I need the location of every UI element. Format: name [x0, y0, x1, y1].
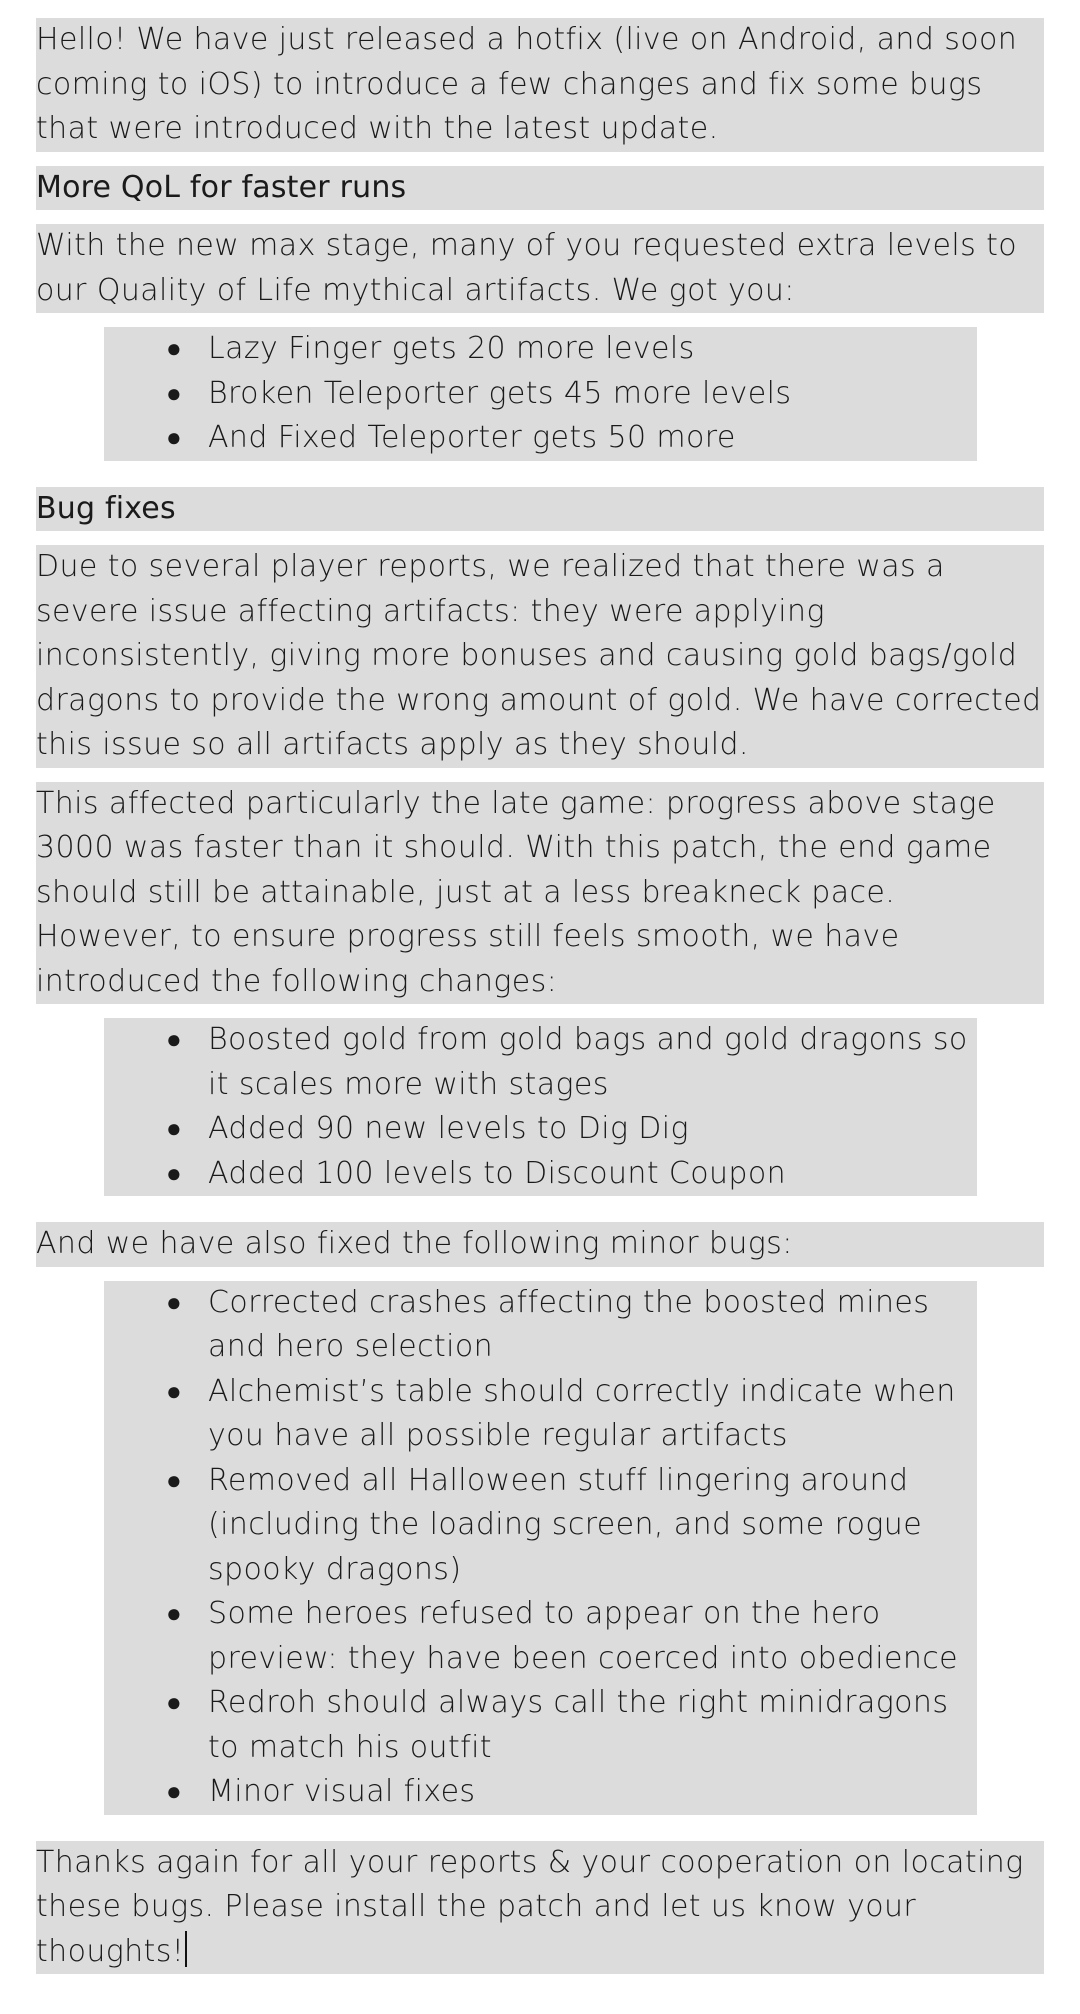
minor-bugs-list[interactable] [104, 1281, 977, 1815]
list-item[interactable] [165, 1592, 977, 1681]
outro-text: Thanks again for all your reports & your cooperation on locating these bugs. Please install the patch and let us know your thoughts! [36, 1844, 1024, 1969]
bullet-icon: ● [165, 1777, 183, 1807]
bullet-icon: ● [165, 1158, 183, 1189]
bullet-icon: ● [165, 1376, 183, 1407]
list-item[interactable] [165, 1770, 977, 1815]
bug-fixes-paragraph-2[interactable]: This affected particularly the late game: progress above stage 3000 was faster than it should. With this patch, the end game should still be attainable, just at a less breakneck pace. However, to ensure progress still feels smooth, we have introduced the following changes: [36, 782, 1044, 1005]
list-item[interactable] [165, 1459, 977, 1593]
text-editor[interactable] [36, 18, 1044, 1988]
list-item-text: Broken Teleporter gets 45 more levels [208, 375, 792, 411]
minor-bugs-intro[interactable]: And we have also fixed the following minor bugs: [36, 1222, 1044, 1267]
text-cursor [185, 1931, 187, 1967]
list-item[interactable] [165, 1281, 977, 1370]
bullet-icon: ● [165, 423, 183, 453]
intro-paragraph[interactable]: Hello! We have just released a hotfix (live on Android, and soon coming to iOS) to introduce a few changes and fix some bugs that were introduced with the latest update. [36, 18, 1044, 152]
qol-paragraph[interactable]: With the new max stage, many of you requested extra levels to our Quality of Life mythical artifacts. We got you: [36, 224, 1044, 313]
bullet-icon: ● [165, 1599, 183, 1629]
list-item-text: Added 90 new levels to Dig Dig [208, 1111, 689, 1146]
list-item-text: Removed all Halloween stuff lingering around (including the loading screen, and some rogue spooky dragons) [208, 1462, 923, 1587]
list-item[interactable] [165, 1681, 977, 1770]
list-item-text: Added 100 levels to Discount Coupon [208, 1155, 787, 1191]
list-item-text: Boosted gold from gold bags and gold dragons so it scales more with stages [208, 1022, 968, 1102]
bullet-icon: ● [165, 1114, 183, 1144]
outro-paragraph[interactable] [36, 1841, 1044, 1975]
changes-list[interactable] [104, 1018, 977, 1196]
bug-fixes-paragraph-1[interactable]: Due to several player reports, we realized that there was a severe issue affecting artifacts: they were applying inconsistently, giving more bonuses and causing gold bags/gold dragons to provide the wrong amount of gold. We have corrected this issue so all artifacts apply as they should. [36, 545, 1044, 768]
list-item-text: Some heroes refused to appear on the hero preview: they have been coerced into obedience [208, 1596, 959, 1676]
bug-fixes-heading[interactable]: Bug fixes [36, 487, 1044, 532]
list-item[interactable] [165, 372, 977, 417]
bullet-icon: ● [165, 334, 183, 364]
list-item-text: And Fixed Teleporter gets 50 more [208, 420, 736, 455]
list-item-text: Alchemist’s table should correctly indicate when you have all possible regular artifacts [208, 1373, 956, 1453]
list-item[interactable] [165, 327, 977, 372]
qol-list[interactable] [104, 327, 977, 461]
list-item-text: Corrected crashes affecting the boosted mines and hero selection [208, 1284, 930, 1364]
list-item[interactable] [165, 416, 977, 461]
list-item[interactable] [165, 1107, 977, 1152]
bullet-icon: ● [165, 378, 183, 409]
list-item-text: Redroh should always call the right minidragons to match his outfit [208, 1685, 949, 1765]
list-item-text: Minor visual fixes [208, 1774, 476, 1809]
list-item[interactable] [165, 1018, 977, 1107]
qol-heading[interactable]: More QoL for faster runs [36, 166, 1044, 211]
bullet-icon: ● [165, 1688, 183, 1718]
bullet-icon: ● [165, 1025, 183, 1055]
list-item[interactable] [165, 1152, 977, 1197]
bullet-icon: ● [165, 1287, 183, 1318]
bullet-icon: ● [165, 1465, 183, 1496]
list-item-text: Lazy Finger gets 20 more levels [208, 331, 695, 366]
list-item[interactable] [165, 1370, 977, 1459]
